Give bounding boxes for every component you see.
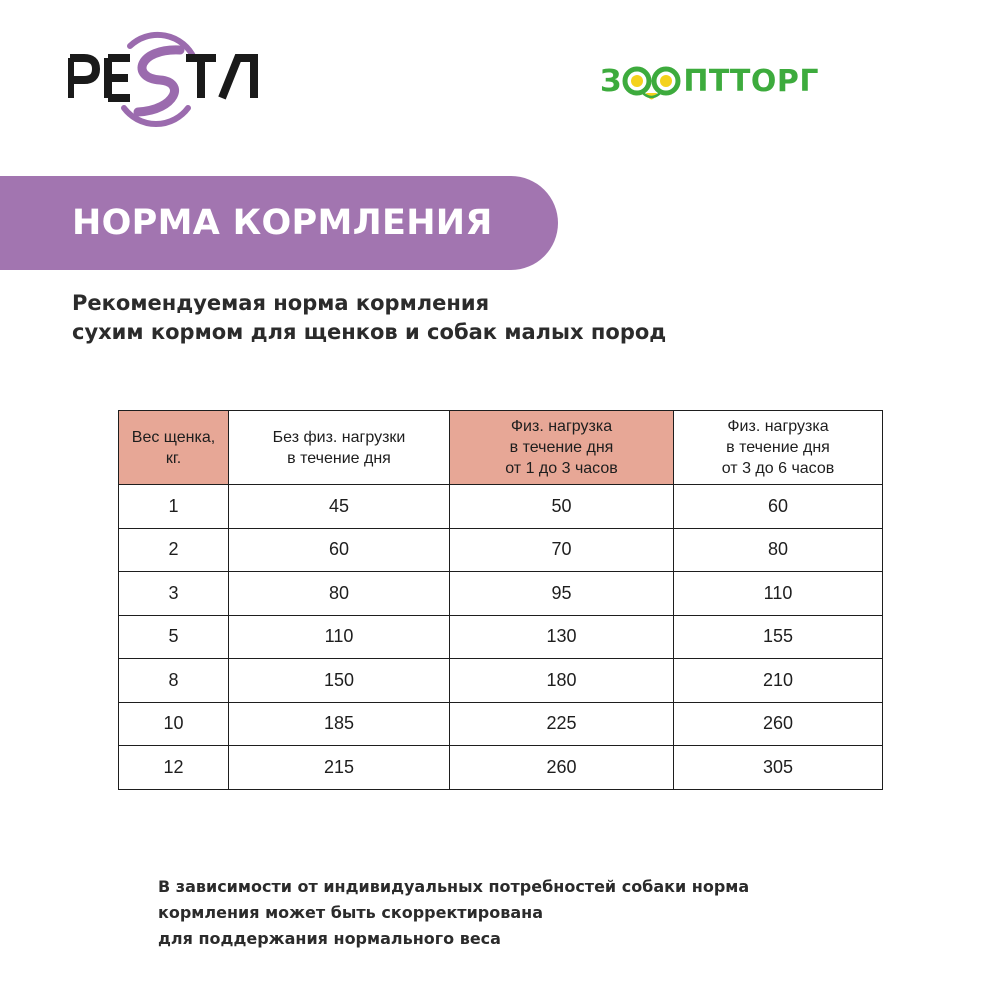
table-cell: 2 [119, 528, 229, 572]
table-row [119, 746, 883, 790]
table-cell: 8 [119, 659, 229, 703]
subtitle-line: сухим кормом для щенков и собак малых пород [72, 320, 667, 344]
header-no-activity [229, 411, 450, 485]
zoopttorg-logo-prefix: З [600, 64, 622, 99]
table-cell: 3 [119, 572, 229, 616]
header-line: в течение дня [509, 439, 614, 456]
table-cell: 50 [450, 485, 674, 529]
owl-face-icon [622, 60, 682, 108]
table-cell: 80 [229, 572, 450, 616]
header-line: в течение дня [287, 449, 391, 467]
table-cell: 12 [119, 746, 229, 790]
table-cell: 185 [229, 702, 450, 746]
table-cell: 150 [229, 659, 450, 703]
table-cell: 5 [119, 615, 229, 659]
table-cell: 10 [119, 702, 229, 746]
header-activity-1-3h [450, 411, 674, 485]
header-line: в течение дня [726, 439, 830, 456]
footnote-line: кормления может быть скорректирована [158, 903, 544, 922]
table-cell: 110 [674, 572, 883, 616]
page-title: НОРМА КОРМЛЕНИЯ [72, 203, 493, 243]
table-row [119, 528, 883, 572]
header-line: кг. [165, 449, 182, 467]
table-cell: 80 [674, 528, 883, 572]
header-line: Физ. нагрузка [510, 418, 613, 435]
table-row [119, 702, 883, 746]
table-header-row [119, 411, 883, 485]
table-cell: 60 [229, 528, 450, 572]
header-puppy-weight [119, 411, 229, 485]
table-cell: 130 [450, 615, 674, 659]
header-line: Без физ. нагрузки [272, 428, 406, 446]
table-cell: 215 [229, 746, 450, 790]
table-row [119, 659, 883, 703]
table-cell: 110 [229, 615, 450, 659]
header-line: от 3 до 6 часов [721, 460, 835, 477]
table-cell: 155 [674, 615, 883, 659]
table-row [119, 615, 883, 659]
feeding-table [118, 410, 883, 790]
zoopttorg-logo [600, 60, 819, 110]
subtitle [72, 289, 792, 347]
table-cell: 260 [674, 702, 883, 746]
table-cell: 1 [119, 485, 229, 529]
table-row [119, 485, 883, 529]
header-activity-3-6h [674, 411, 883, 485]
footnote-line: В зависимости от индивидуальных потребностей собаки норма [158, 877, 750, 896]
table-cell: 305 [674, 746, 883, 790]
footnote-line: для поддержания нормального веса [158, 929, 501, 948]
subtitle-line: Рекомендуемая норма кормления [72, 291, 490, 315]
table-cell: 70 [450, 528, 674, 572]
table-cell: 95 [450, 572, 674, 616]
table-cell: 225 [450, 702, 674, 746]
header-line: от 1 до 3 часов [505, 460, 618, 477]
table-cell: 60 [674, 485, 883, 529]
table-row [119, 572, 883, 616]
header-line: Физ. нагрузка [727, 418, 829, 435]
header-line: Вес щенка, [131, 428, 216, 446]
table-cell: 210 [674, 659, 883, 703]
table-cell: 180 [450, 659, 674, 703]
table-cell: 45 [229, 485, 450, 529]
table-cell: 260 [450, 746, 674, 790]
pesta-logo [68, 28, 268, 128]
footnote [158, 874, 878, 952]
zoopttorg-logo-suffix: ПТТОРГ [683, 64, 819, 99]
